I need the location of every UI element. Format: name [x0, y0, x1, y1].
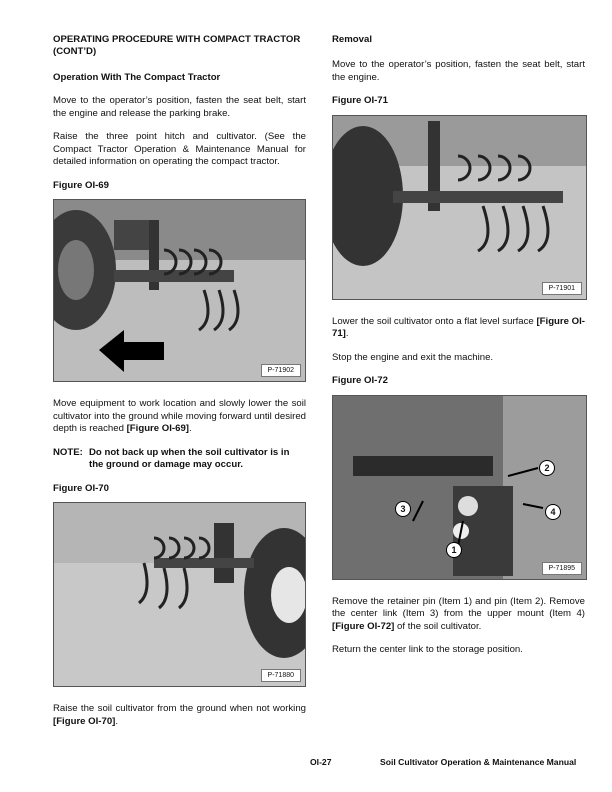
callout-2: 2: [539, 460, 555, 476]
figure-oi-71-code: P-71901: [542, 282, 582, 295]
manual-title: Soil Cultivator Operation & Maintenance Manual: [380, 757, 577, 767]
left-column: [53, 34, 306, 739]
paragraph-return-link: Return the center link to the storage position.: [332, 644, 523, 656]
paragraph-move-equipment: Move equipment to work location and slowly lower the soil cultivator into the ground while moving forward until desired depth is reached [Figure OI-69].: [53, 398, 306, 435]
paragraph-lower-cultivator: Lower the soil cultivator onto a flat level surface [Figure OI-71].: [332, 315, 585, 340]
note-label: NOTE:: [53, 446, 83, 458]
figure-oi-72: [332, 395, 587, 580]
paragraph-start-engine: Move to the operator’s position, fasten the seat belt, start the engine and release the parking brake.: [53, 95, 306, 119]
figure-oi-69-title: Figure OI-69: [53, 179, 109, 191]
paragraph-raise-hitch: Raise the three point hitch and cultivator. (See the Compact Tractor Operation & Maintenance Manual for detailed information on operating the compact tractor.: [53, 131, 306, 168]
subheading-operation: Operation With The Compact Tractor: [53, 71, 221, 83]
callout-3: 3: [395, 501, 411, 517]
callout-4: 4: [545, 504, 561, 520]
figure-oi-70: [53, 502, 306, 687]
figure-oi-70-photo: [54, 503, 305, 686]
figure-reference: [Figure OI-70]: [53, 715, 116, 727]
figure-oi-69-code: P-71902: [261, 364, 301, 377]
figure-oi-69-photo: [54, 200, 305, 381]
note: [53, 447, 306, 472]
figure-reference: [Figure OI-69]: [126, 423, 189, 435]
removal-heading: Removal: [332, 34, 372, 45]
figure-oi-70-code: P-71880: [261, 669, 301, 682]
figure-reference: [Figure OI-72]: [332, 620, 395, 632]
paragraph-raise-cultivator: Raise the soil cultivator from the ground when not working [Figure OI-70].: [53, 703, 306, 727]
figure-oi-71-title: Figure OI-71: [332, 95, 388, 107]
callout-1: 1: [446, 542, 462, 558]
page-number: OI-27: [310, 757, 332, 767]
figure-oi-70-title: Figure OI-70: [53, 482, 109, 494]
paragraph-stop-engine: Stop the engine and exit the machine.: [332, 351, 494, 363]
section-title: OPERATING PROCEDURE WITH COMPACT TRACTOR (CONT’D): [53, 34, 301, 58]
paragraph-removal-start: Move to the operator’s position, fasten the seat belt, start the engine.: [332, 59, 585, 83]
figure-oi-72-title: Figure OI-72: [332, 375, 388, 387]
figure-oi-71-photo: [333, 116, 586, 299]
figure-oi-72-code: P-71895: [542, 562, 582, 575]
paragraph-remove-pins: Remove the retainer pin (Item 1) and pin (Item 2). Remove the center link (Item 3) from the upper mount (Item 4) [Figure OI-72] of the soil cultivator.: [332, 595, 585, 632]
figure-oi-69: [53, 199, 306, 382]
figure-reference: [Figure OI-71]: [332, 315, 585, 340]
note-text: Do not back up when the soil cultivator is in the ground or damage may occur.: [89, 446, 290, 471]
figure-oi-71: [332, 115, 587, 300]
right-column: [332, 34, 585, 668]
